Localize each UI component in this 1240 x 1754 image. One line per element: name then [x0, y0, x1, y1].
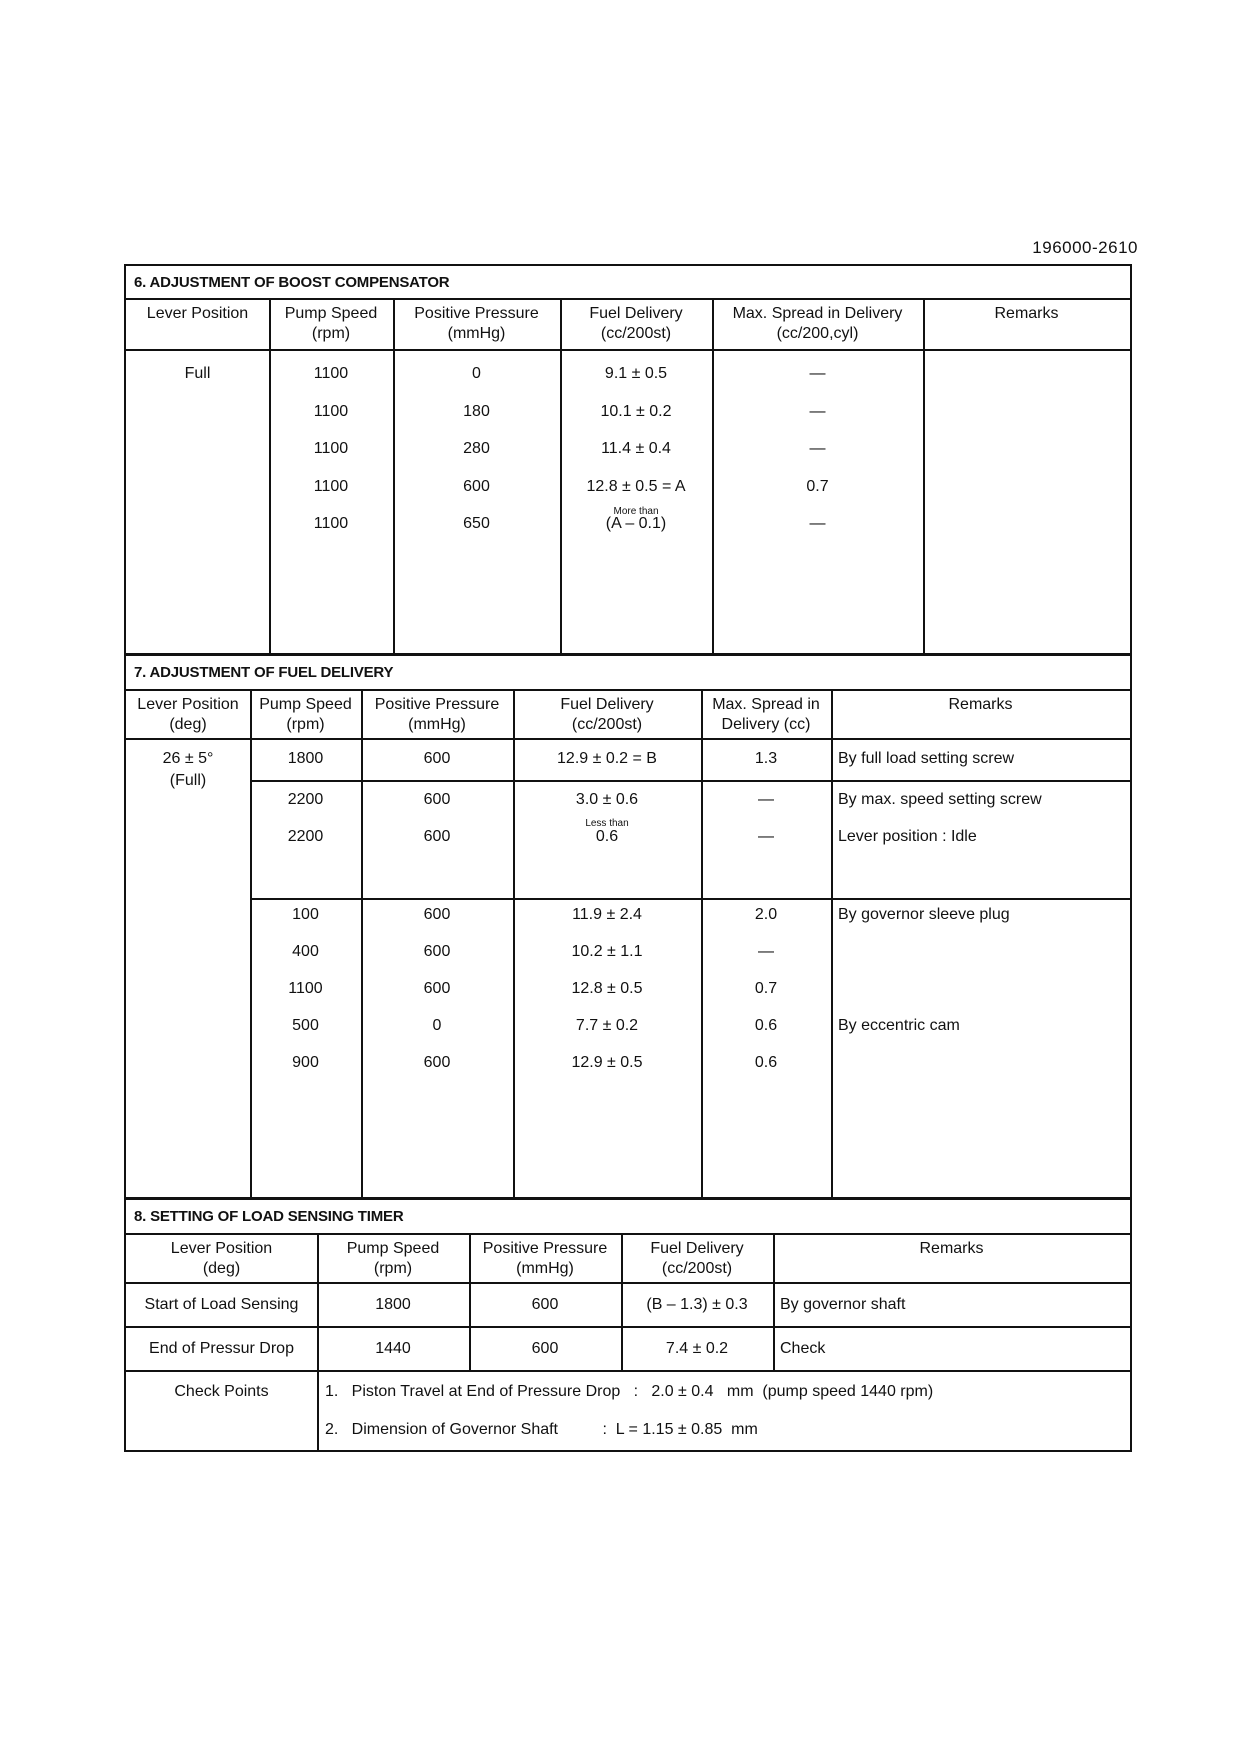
column-header: Pump Speed (rpm): [259, 696, 352, 733]
column-header: Positive Pressure (mmHg): [374, 696, 500, 733]
max-spread-cell: 1.3: [754, 750, 778, 767]
section-8-title: 8. SETTING OF LOAD SENSING TIMER: [134, 1208, 404, 1225]
check-point-item: 1. Piston Travel at End of Pressure Drop : 2.0 ± 0.4 mm (pump speed 1440 rpm): [325, 1383, 934, 1400]
pump-speed-cell: 1100: [313, 478, 349, 495]
column-header: Lever Position (deg): [170, 1240, 273, 1277]
positive-pressure-cell: 180: [463, 403, 490, 420]
section-6-title: 6. ADJUSTMENT OF BOOST COMPENSATOR: [134, 274, 450, 291]
fuel-delivery-cell: 11.4 ± 0.4: [601, 440, 671, 457]
positive-pressure-cell: 0: [472, 365, 481, 382]
positive-pressure-cell: 650: [463, 515, 490, 532]
fuel-delivery-cell: 12.8 ± 0.5 = A: [586, 478, 686, 495]
column-header: Pump Speed (rpm): [284, 305, 378, 342]
max-spread-cell: 0.7: [754, 980, 778, 997]
fuel-delivery-cell: 9.1 ± 0.5: [604, 365, 668, 382]
max-spread-cell: 0.6: [754, 1054, 778, 1071]
section-7-title: 7. ADJUSTMENT OF FUEL DELIVERY: [134, 664, 394, 681]
column-header: Positive Pressure (mmHg): [482, 1240, 608, 1277]
lever-position-cell: Start of Load Sensing: [144, 1296, 299, 1313]
column-header: Pump Speed (rpm): [346, 1240, 440, 1277]
boost-compensator-table: [124, 264, 1132, 655]
column-header: Remarks: [919, 1240, 984, 1257]
column-header: Fuel Delivery (cc/200st): [589, 305, 683, 342]
max-spread-cell: —: [758, 943, 774, 960]
positive-pressure-cell: 600: [531, 1296, 559, 1313]
max-spread-cell: 2.0: [754, 906, 778, 923]
remarks-cell: Lever position : Idle: [838, 828, 977, 845]
pump-speed-cell: 500: [292, 1017, 319, 1034]
positive-pressure-cell: 600: [423, 906, 451, 923]
column-header: Remarks: [994, 305, 1059, 322]
column-header: Max. Spread in Delivery (cc/200,cyl): [732, 305, 903, 342]
fuel-delivery-cell: 0.6: [595, 828, 619, 845]
fuel-delivery-cell: 10.2 ± 1.1: [571, 943, 643, 960]
document-number: 196000-2610: [1032, 238, 1138, 257]
positive-pressure-cell: 600: [423, 750, 451, 767]
remarks-cell: By governor shaft: [780, 1296, 906, 1313]
lever-position-cell: (Full): [169, 772, 207, 789]
column-header: Remarks: [948, 696, 1013, 713]
max-spread-cell: —: [758, 828, 774, 845]
fuel-delivery-cell: (B – 1.3) ± 0.3: [646, 1296, 748, 1313]
lever-position-cell: End of Pressur Drop: [149, 1340, 294, 1357]
column-header: Fuel Delivery (cc/200st): [560, 696, 654, 733]
max-spread-cell: —: [809, 515, 826, 532]
column-header: Lever Position (deg): [137, 696, 239, 733]
positive-pressure-cell: 0: [432, 1017, 442, 1034]
fuel-delivery-cell: 10.1 ± 0.2: [600, 403, 672, 420]
pump-speed-cell: 1800: [375, 1296, 411, 1313]
positive-pressure-cell: 600: [423, 1054, 451, 1071]
remarks-cell: By governor sleeve plug: [838, 906, 1010, 923]
fuel-delivery-table: [124, 654, 1132, 1199]
column-header: Max. Spread in Delivery (cc): [712, 696, 820, 733]
remarks-cell: By full load setting screw: [838, 750, 1015, 767]
remarks-cell: By max. speed setting screw: [838, 791, 1042, 808]
positive-pressure-cell: 280: [463, 440, 490, 457]
max-spread-cell: —: [758, 791, 774, 808]
fuel-delivery-cell: 12.9 ± 0.2 = B: [557, 750, 657, 767]
fuel-delivery-note: Less than: [585, 818, 629, 829]
column-header: Lever Position: [146, 305, 249, 322]
lever-position-cell: 26 ± 5°: [162, 750, 214, 767]
pump-speed-cell: 100: [292, 906, 319, 923]
pump-speed-cell: 1800: [287, 750, 324, 767]
fuel-delivery-cell: 7.4 ± 0.2: [665, 1340, 729, 1357]
positive-pressure-cell: 600: [531, 1340, 559, 1357]
positive-pressure-cell: 600: [423, 943, 451, 960]
remarks-cell: By eccentric cam: [838, 1017, 960, 1034]
column-header: Fuel Delivery (cc/200st): [650, 1240, 744, 1277]
fuel-delivery-cell: 12.8 ± 0.5: [571, 980, 643, 997]
fuel-delivery-cell: 3.0 ± 0.6: [575, 791, 639, 808]
remarks-cell: Check: [780, 1340, 826, 1357]
max-spread-cell: —: [809, 365, 826, 382]
pump-speed-cell: 2200: [287, 828, 324, 845]
pump-speed-cell: 1100: [313, 365, 349, 382]
pump-speed-cell: 1440: [375, 1340, 411, 1357]
max-spread-cell: —: [809, 403, 826, 420]
lever-position-cell: Full: [184, 365, 211, 382]
pump-speed-cell: 1100: [313, 440, 349, 457]
fuel-delivery-cell: 12.9 ± 0.5: [571, 1054, 643, 1071]
check-point-item: 2. Dimension of Governor Shaft : L = 1.15 ± 0.85 mm: [325, 1421, 758, 1438]
pump-speed-cell: 1100: [313, 403, 349, 420]
positive-pressure-cell: 600: [423, 791, 451, 808]
pump-speed-cell: 900: [292, 1054, 319, 1071]
fuel-delivery-cell: 7.7 ± 0.2: [575, 1017, 639, 1034]
pump-speed-cell: 1100: [288, 980, 323, 997]
fuel-delivery-cell: (A – 0.1): [605, 515, 667, 532]
positive-pressure-cell: 600: [423, 980, 451, 997]
pump-speed-cell: 2200: [287, 791, 324, 808]
fuel-delivery-cell: 11.9 ± 2.4: [572, 906, 642, 923]
max-spread-cell: 0.6: [754, 1017, 778, 1034]
pump-speed-cell: 1100: [313, 515, 349, 532]
positive-pressure-cell: 600: [423, 828, 451, 845]
pump-speed-cell: 400: [292, 943, 319, 960]
max-spread-cell: —: [809, 440, 826, 457]
fuel-delivery-note: More than: [613, 506, 659, 517]
column-header: Positive Pressure (mmHg): [414, 305, 539, 342]
load-sensing-timer-table: [124, 1198, 1132, 1452]
max-spread-cell: 0.7: [806, 478, 829, 495]
check-points-label: Check Points: [174, 1383, 269, 1400]
positive-pressure-cell: 600: [463, 478, 490, 495]
